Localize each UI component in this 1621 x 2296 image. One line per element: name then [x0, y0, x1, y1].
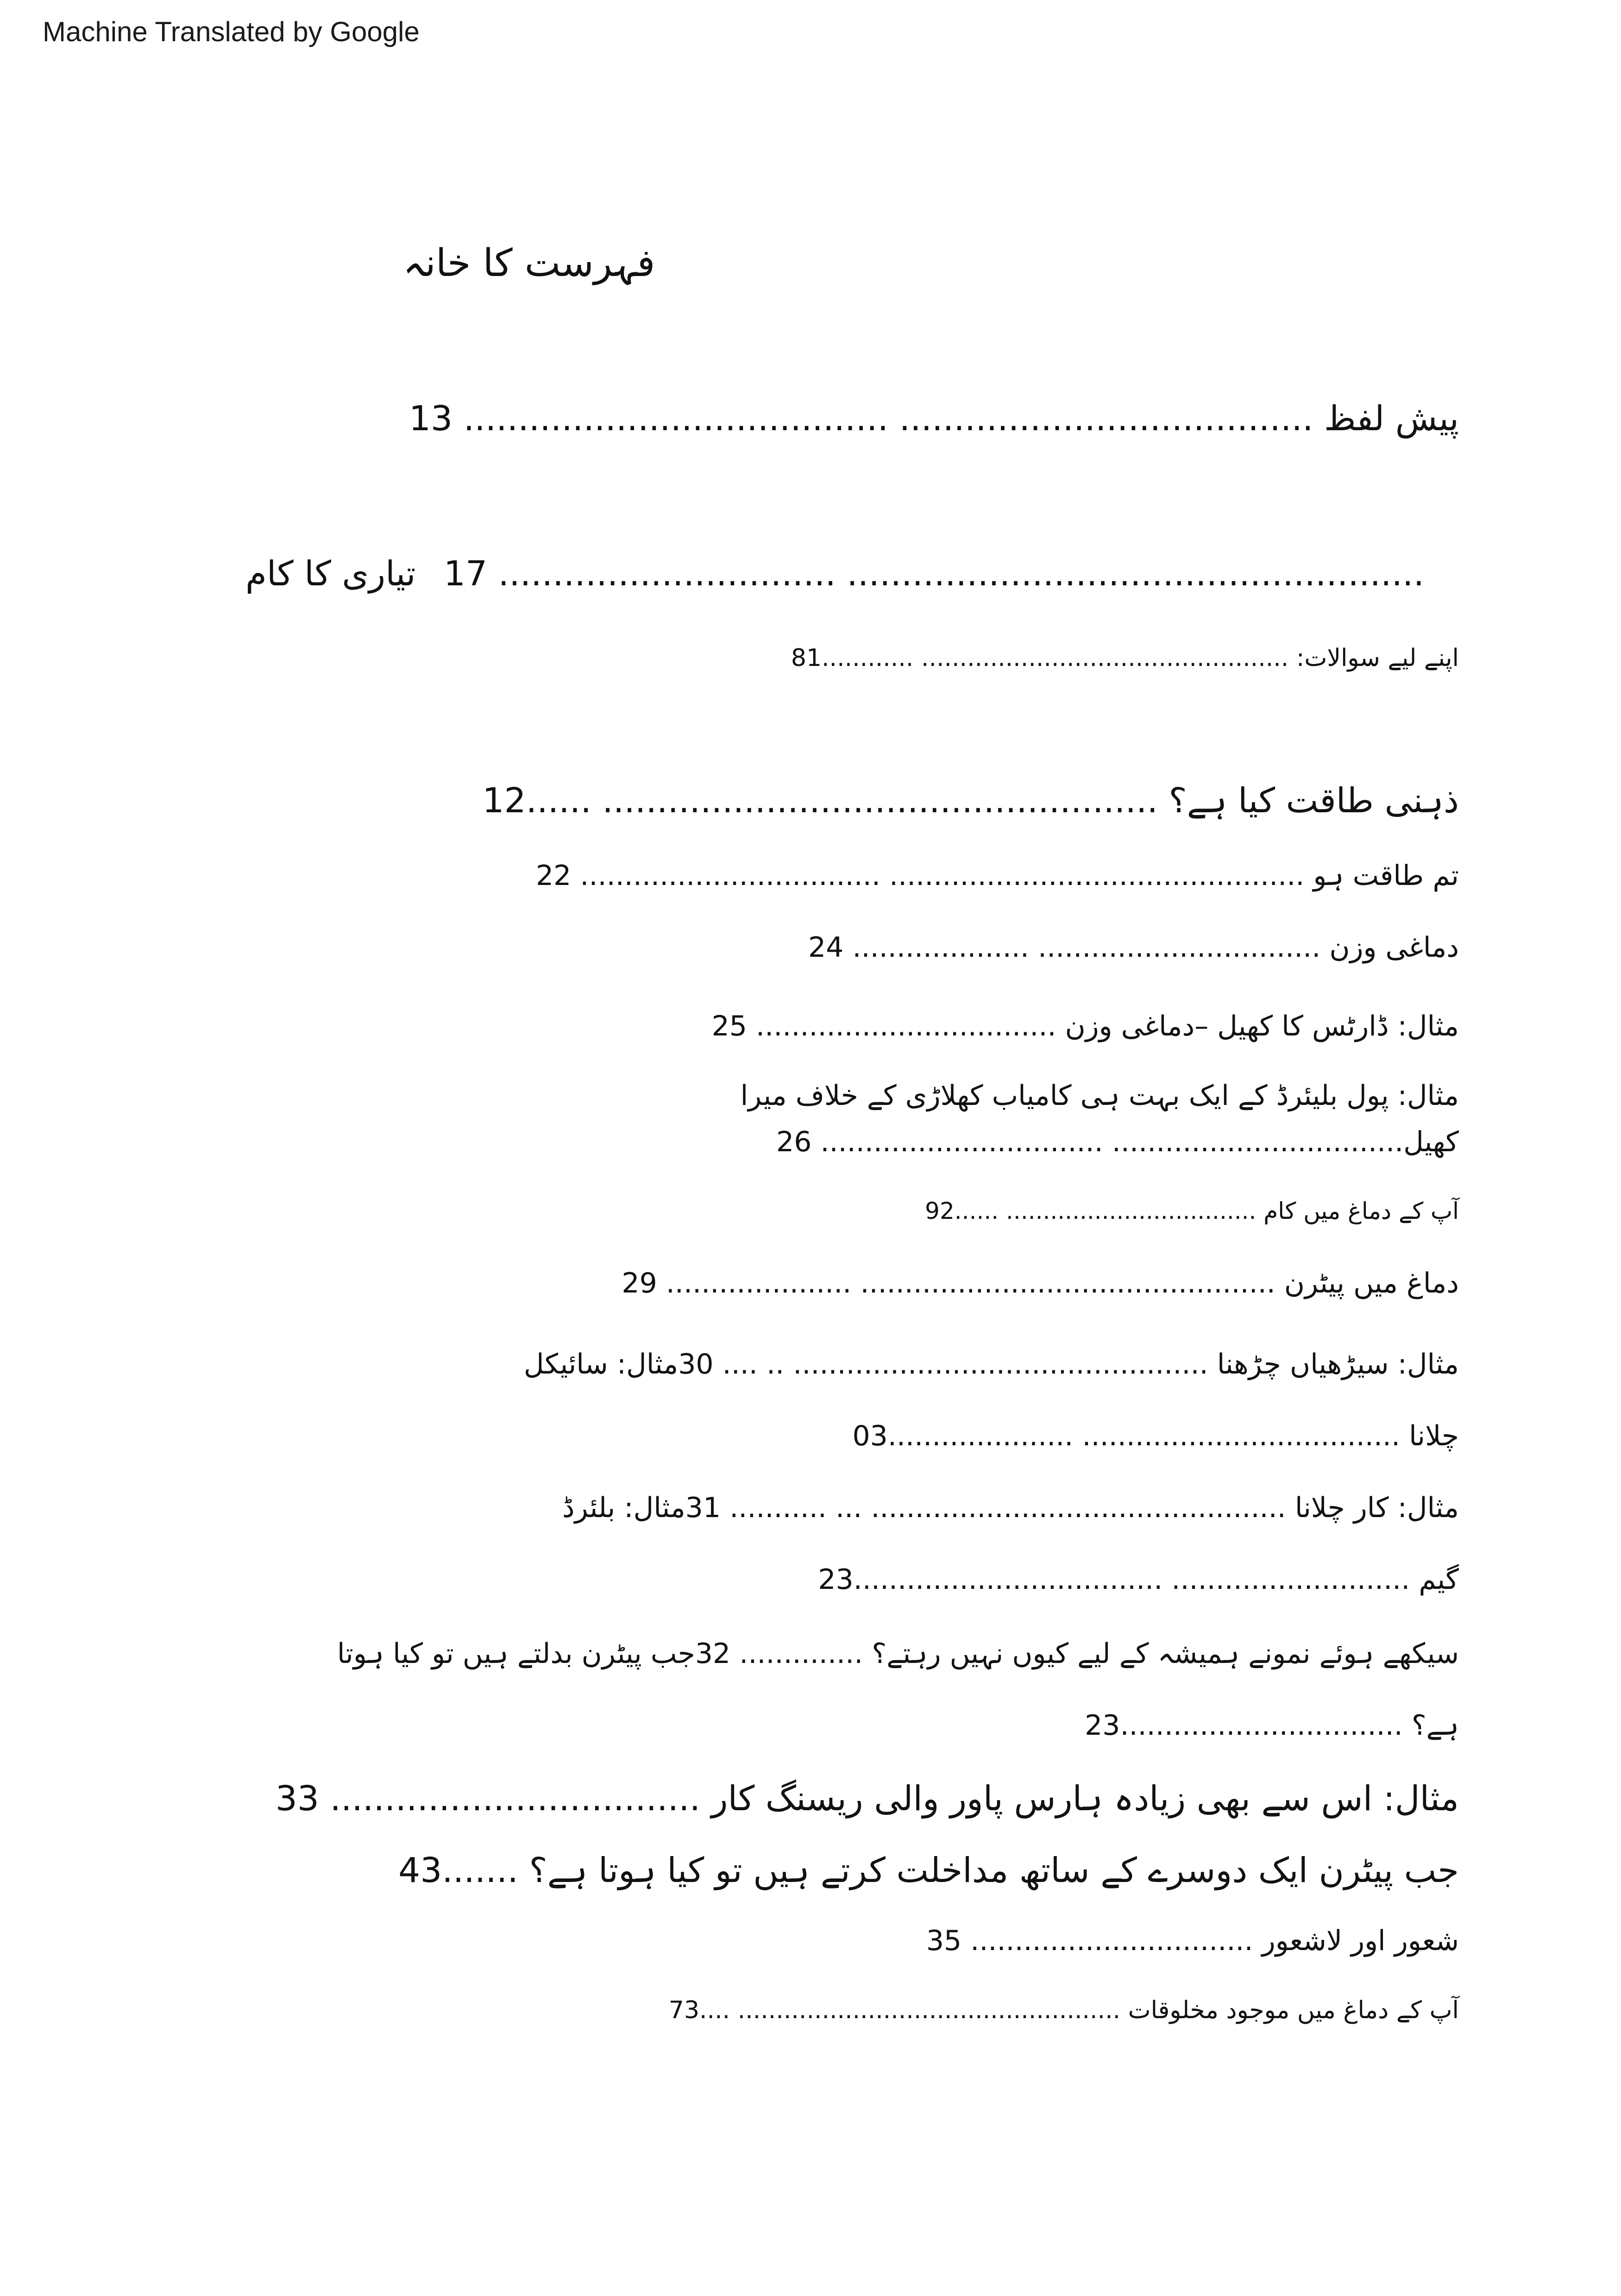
toc-entry-billiard-game-continued: گیم ........................... ...................................23: [818, 1563, 1459, 1596]
toc-entry-learned-patterns: سیکھے ہوئے نمونے ہمیشہ کے لیے کیوں نہیں رہتے؟ .............. 32جب پیٹرن بدلتے ہیں تو کیا ہوتا: [337, 1637, 1459, 1670]
toc-entry-creatures-in-brain: آپ کے دماغ میں موجود مخلوقات .................................................. ....73: [668, 1996, 1459, 2024]
toc-entry-patterns-interfere: جب پیٹرن ایک دوسرے کے ساتھ مداخلت کرتے ہیں تو کیا ہوتا ہے؟ .......43: [398, 1851, 1459, 1890]
toc-entry-you-are-power: تم طاقت ہو ............................................... .................................. 22: [536, 859, 1459, 892]
toc-entry-conscious-subconscious: شعور اور لاشعور ................................ 35: [926, 1925, 1459, 1957]
toc-entry-preface: پیش لفظ ...................................... ....................................... 13: [409, 399, 1459, 439]
toc-entry-questions: اپنے لیے سوالات: ................................................ ............81: [791, 644, 1459, 672]
toc-entry-stairs-example: مثال: سیڑھیاں چڑھنا ............................................... .. .... 30مثال: سائیکل: [523, 1348, 1459, 1380]
machine-translation-watermark: Machine Translated by Google: [43, 16, 420, 47]
toc-entry-car-example: مثال: کار چلانا ............................................... ... ........... 31مثال: بلئرڈ: [562, 1492, 1459, 1524]
toc-entry-learned-patterns-continued: ہے؟ ................................23: [1085, 1709, 1459, 1742]
toc-entry-pool-example-line2: کھیل................................. ................................ 26: [776, 1126, 1459, 1158]
toc-entry-prep-label: تیاری کا کام: [245, 554, 416, 594]
toc-entry-work-in-brain: آپ کے دماغ میں کام .................................. ......92: [925, 1198, 1459, 1224]
toc-entry-racing-car-example: مثال: اس سے بھی زیادہ ہارس پاور والی ریسنگ کار .................................. 33: [275, 1779, 1459, 1819]
toc-entry-cycling-continued: چلانا .................................... .....................03: [852, 1420, 1459, 1452]
toc-title: فہرست کا خانہ: [403, 241, 655, 285]
toc-entry-darts-example: مثال: ڈارٹس کا کھیل –دماغی وزن .................................. 25: [711, 1010, 1459, 1042]
toc-entry-pool-example-line1: مثال: پول بلیئرڈ کے ایک بہت ہی کامیاب کھلاڑی کے خلاف میرا: [740, 1079, 1459, 1112]
toc-entry-mental-power: ذہنی طاقت کیا ہے؟ ................................................... ......12: [482, 781, 1459, 821]
toc-entry-mental-weight: دماغی وزن ................................ .................... 24: [808, 931, 1459, 964]
toc-entry-brain-patterns: دماغ میں پیٹرن ............................................... ..................... 29: [622, 1267, 1459, 1299]
toc-entry-prep-page: 17 ............................... .....................................................: [444, 554, 1425, 594]
